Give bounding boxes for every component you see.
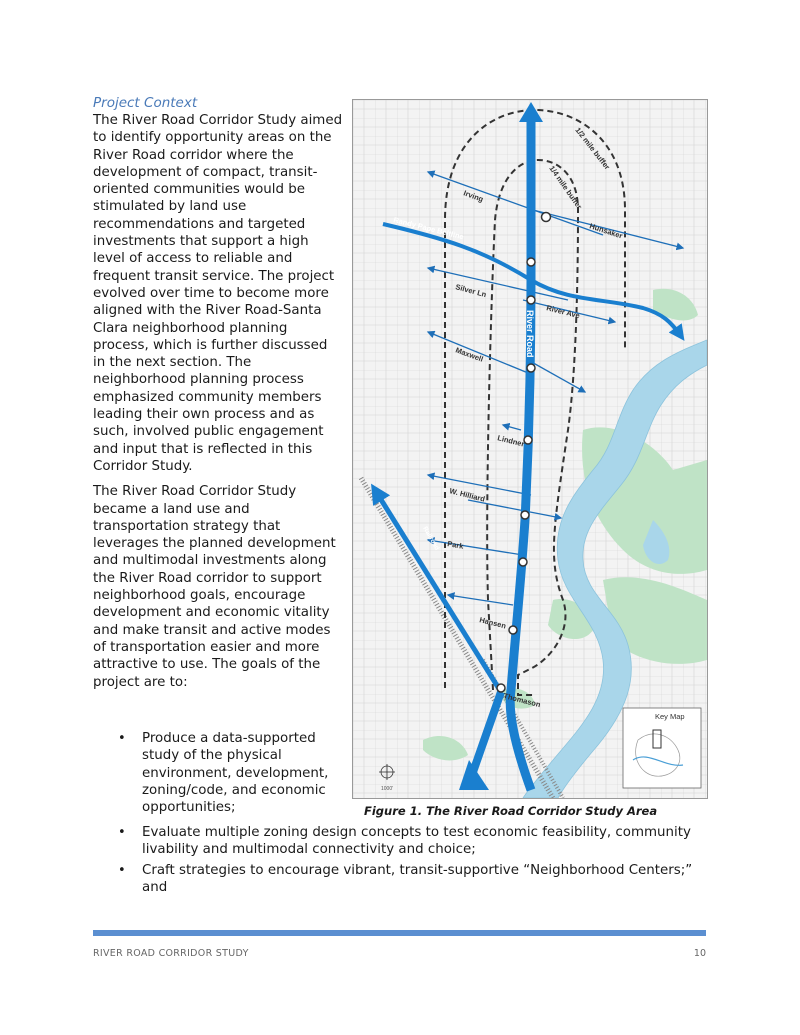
text-column [93, 95, 343, 699]
goal-item-2 [118, 824, 718, 859]
label-irving: Irving [462, 188, 485, 204]
key-map-inset [623, 708, 701, 788]
footer-rule [93, 930, 706, 936]
station-irving [542, 213, 551, 222]
key-map-title: Key Map [655, 712, 685, 721]
bullet-glyph: • [118, 731, 126, 746]
label-maxwell: Maxwell [454, 345, 485, 364]
label-river-ave: River Ave [545, 303, 581, 321]
label-river-road: River Road [525, 310, 535, 358]
bullet-glyph: • [118, 825, 126, 840]
goal-item-3-text: Craft strategies to encourage vibrant, transit-supportive “Neighborhood Centers;” and [142, 862, 693, 895]
label-silver-ln: Silver Ln [454, 282, 488, 300]
goal-item-1 [118, 730, 348, 816]
page-number: 10 [693, 948, 706, 959]
label-w-hilliard: W. Hilliard [448, 486, 486, 504]
label-railroad: Railroad [421, 525, 441, 552]
label-hunsaker: Hunsaker [588, 221, 624, 241]
label-beltline: Randy Pape Beltline [392, 215, 465, 242]
paragraph-2: The River Road Corridor Study became a land use and transportation strategy that leverages the planned development and multimodal investments along the River Road corridor to support neighborhood goals, encourage development and economic vitality and make transit and active modes of transportation easier and more attractive to use. The goals of the project are to: [93, 484, 336, 690]
label-half-mile: 1/2 mile buffer [573, 125, 612, 172]
paragraph-1: The River Road Corridor Study aimed to identify opportunity areas on the River Road corridor where the development of compact, transit-oriented communities would be stimulated by land use recommendations and targeted investments that support a high level of access to reliable and frequent transit service. The project evolved over time to become more aligned with the River Road-Santa Clara neighborhood planning process, which is further discussed in the next section. The neighborhood planning process emphasized community members leading their own process and as such, involved public engagement and input that is reflected in this Corridor Study. [93, 113, 343, 474]
label-park: Park [446, 539, 465, 551]
label-quarter-mile: 1/4 mile buffer [547, 163, 584, 211]
goals-list-narrow [118, 730, 348, 819]
bullet-glyph: • [118, 862, 126, 878]
footer-document-title: RIVER ROAD CORRIDOR STUDY [93, 948, 249, 959]
goal-item-3 [118, 862, 718, 897]
goals-list-wide [118, 824, 718, 899]
figure-caption: Figure 1. The River Road Corridor Study Area [364, 804, 658, 818]
corridor-study-area-map [352, 99, 708, 799]
label-hansen: Hansen [478, 615, 507, 631]
label-lindner: Lindner [496, 433, 526, 449]
goal-item-1-text: Produce a data-supported study of the physical environment, development, zoning/code, and economic opportunities; [142, 731, 329, 816]
label-thomason: Thomason [502, 691, 542, 710]
scale-label: 1000' [381, 786, 394, 792]
section-heading: Project Context [93, 95, 198, 111]
goal-item-2-text: Evaluate multiple zoning design concepts to test economic feasibility, community livability and multimodal connectivity and choice; [142, 825, 691, 858]
